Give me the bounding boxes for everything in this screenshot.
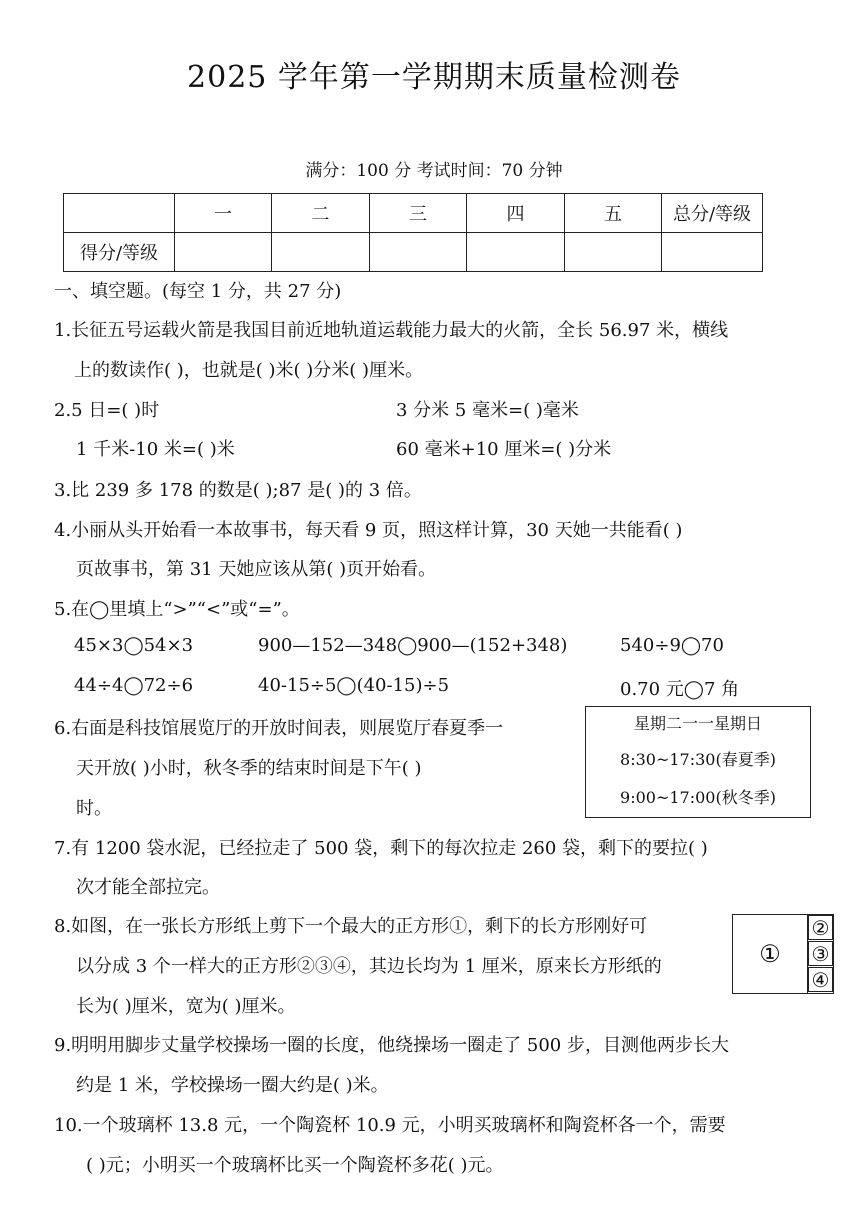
score-row-label: 得分/等级 bbox=[64, 233, 175, 272]
q6-line1: 6.右面是科技馆展览厅的开放时间表，则展览厅春夏季一 bbox=[54, 718, 504, 739]
score-table-score-row bbox=[64, 233, 763, 272]
q2-d: 60 毫米+10 厘米=( )分米 bbox=[396, 439, 612, 460]
score-table bbox=[63, 193, 763, 272]
square-4-label: ④ bbox=[808, 967, 833, 992]
rectangle-figure bbox=[732, 914, 834, 994]
q9-line1: 9.明明用脚步丈量学校操场一圈的长度，他绕操场一圈走了 500 步，目测他两步长大 bbox=[54, 1035, 729, 1056]
q10-line2: ( )元；小明买一个玻璃杯比买一个陶瓷杯多花( )元。 bbox=[86, 1155, 504, 1176]
q5-c: 540÷9◯70 bbox=[620, 635, 724, 656]
q6-line2: 天开放( )小时，秋冬季的结束时间是下午( ) bbox=[76, 758, 422, 779]
q4-line2: 页故事书，第 31 天她应该从第( )页开始看。 bbox=[76, 559, 437, 580]
q3: 3.比 239 多 178 的数是( );87 是( )的 3 倍。 bbox=[54, 480, 422, 501]
q2-a: 2.5 日=( )时 bbox=[54, 400, 160, 421]
score-header-4: 四 bbox=[467, 194, 565, 233]
square-2-label: ② bbox=[808, 915, 833, 940]
score-table-header-row bbox=[64, 194, 763, 233]
q1-line2: 上的数读作( )，也就是( )米( )分米( )厘米。 bbox=[74, 360, 424, 381]
score-header-5: 五 bbox=[565, 194, 662, 233]
score-cell-2[interactable] bbox=[272, 233, 370, 272]
hours-autumn-winter: 9:00~17:00(秋冬季) bbox=[620, 788, 776, 807]
page-title: 2025 学年第一学期期末质量检测卷 bbox=[187, 60, 681, 95]
q7-line2: 次才能全部拉完。 bbox=[76, 877, 220, 898]
q10-line1: 10.一个玻璃杯 13.8 元，一个陶瓷杯 10.9 元，小明买玻璃杯和陶瓷杯各一个，需要 bbox=[54, 1115, 726, 1136]
q5-b: 900—152—348◯900—(152+348) bbox=[258, 635, 568, 656]
score-header-1: 一 bbox=[175, 194, 272, 233]
q4-line1: 4.小丽从头开始看一本故事书，每天看 9 页，照这样计算，30 天她一共能看( ) bbox=[54, 520, 683, 541]
score-cell-4[interactable] bbox=[467, 233, 565, 272]
q5-d: 44÷4◯72÷6 bbox=[74, 675, 194, 696]
score-cell-total[interactable] bbox=[662, 233, 763, 272]
exam-info: 满分：100 分 考试时间：70 分钟 bbox=[305, 161, 563, 181]
q8-line2: 以分成 3 个一样大的正方形②③④，其边长均为 1 厘米，原来长方形纸的 bbox=[76, 956, 662, 977]
score-header-2: 二 bbox=[272, 194, 370, 233]
q1-line1: 1.长征五号运载火箭是我国目前近地轨道运载能力最大的火箭，全长 56.97 米，横线 bbox=[54, 320, 729, 341]
score-header-blank bbox=[64, 194, 175, 233]
section-heading: 一、填空题。(每空 1 分，共 27 分) bbox=[54, 281, 342, 302]
q5-a: 45×3◯54×3 bbox=[74, 635, 194, 656]
q5-e: 40-15÷5◯(40-15)÷5 bbox=[258, 675, 450, 696]
q6-line3: 时。 bbox=[76, 798, 112, 819]
square-1-label: ① bbox=[733, 915, 808, 993]
square-3-label: ③ bbox=[808, 941, 833, 966]
hours-days: 星期二一一星期日 bbox=[633, 714, 762, 733]
q7-line1: 7.有 1200 袋水泥，已经拉走了 500 袋，剩下的每次拉走 260 袋，剩下的要拉( ) bbox=[54, 838, 708, 859]
score-header-total: 总分/等级 bbox=[662, 194, 763, 233]
score-cell-5[interactable] bbox=[565, 233, 662, 272]
q9-line2: 约是 1 米，学校操场一圈大约是( )米。 bbox=[76, 1075, 389, 1096]
q2-b: 3 分米 5 毫米=( )毫米 bbox=[396, 400, 579, 421]
hours-spring-summer: 8:30~17:30(春夏季) bbox=[620, 750, 776, 769]
score-cell-1[interactable] bbox=[175, 233, 272, 272]
opening-hours-table bbox=[585, 706, 811, 818]
q8-line3: 长为( )厘米，宽为( )厘米。 bbox=[76, 996, 296, 1017]
q2-c: 1 千米-10 米=( )米 bbox=[76, 439, 235, 460]
score-header-3: 三 bbox=[370, 194, 467, 233]
q5: 5.在◯里填上“>”“<”或“=”。 bbox=[54, 599, 300, 620]
q8-line1: 8.如图，在一张长方形纸上剪下一个最大的正方形①，剩下的长方形刚好可 bbox=[54, 916, 648, 937]
score-cell-3[interactable] bbox=[370, 233, 467, 272]
q5-f: 0.70 元◯7 角 bbox=[620, 679, 740, 700]
